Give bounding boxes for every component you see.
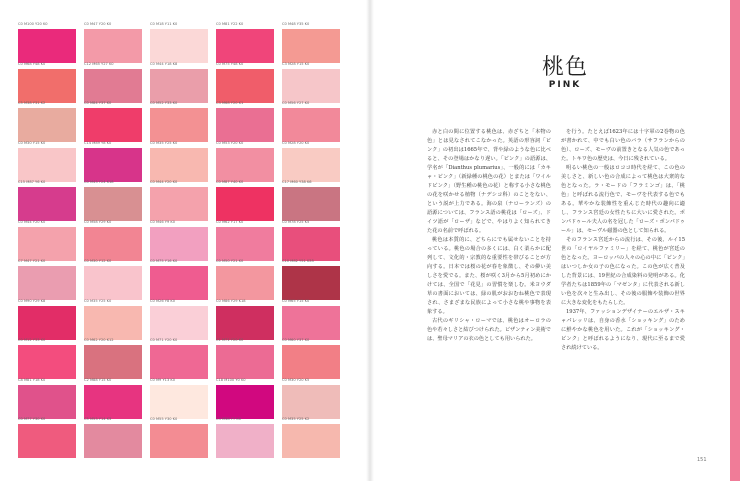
color-swatch <box>84 385 142 419</box>
swatch-row <box>18 259 318 301</box>
color-swatch <box>282 306 340 340</box>
body-text-column-2 <box>561 128 685 458</box>
color-swatch <box>150 266 208 300</box>
color-swatch-item <box>216 22 274 64</box>
color-swatch <box>18 227 76 261</box>
color-swatch <box>18 424 76 458</box>
color-swatch <box>150 148 208 182</box>
color-swatch <box>84 108 142 142</box>
swatch-row <box>18 180 318 222</box>
color-swatch-item <box>150 101 208 143</box>
color-swatch-item <box>282 220 340 262</box>
color-swatch-item <box>150 378 208 420</box>
color-swatch-item <box>216 180 274 222</box>
color-swatch <box>282 227 340 261</box>
swatch-cmyk-label: C10 M82 Y51 K35 <box>282 259 314 263</box>
color-swatch <box>18 266 76 300</box>
color-swatch <box>282 29 340 63</box>
color-swatch <box>282 148 340 182</box>
page-number: 151 <box>697 457 707 463</box>
color-swatch-item <box>216 378 274 420</box>
swatch-cmyk-label: C0 M71 Y20 K0 <box>150 338 178 342</box>
swatch-cmyk-label: C0 M62 Y17 K0 <box>216 219 244 224</box>
swatch-cmyk-label: C0 M65 Y15 K0 <box>282 298 310 303</box>
color-swatch <box>84 187 142 221</box>
edge-color-tab <box>730 0 740 481</box>
color-swatch-item <box>216 299 274 341</box>
color-swatch-item <box>18 417 76 459</box>
color-swatch-item <box>18 180 76 222</box>
color-swatch <box>282 69 340 103</box>
body-paragraph: 赤と白の間に位置する桃色は、赤ざちと「本物の色」とは見なされてこなかった。英語の形容詞「ピンク」の初出は1665年で、背や緑のような色に比べると、その登場はかなり遅い。「ピンク」の語源は、学名が「Dianthus plumarius」、一般的には「カキャ・ピンク」（新緑種の桃色の花）とまたは「ワイルドピンク」（野生種の桃色の花）と称する小さな桃色の花を咲かせる植物（ナデシコ科）のことをない、という説が上力である。海の泉（ナローランズ）の語源については、フランス語の桃花は「ローズ」、ドイツ語が「ローザ」などで、やはりよく知られてきた花の名前で呼ばれる。 <box>427 129 551 234</box>
color-swatch-item <box>282 378 340 420</box>
color-swatch <box>18 148 76 182</box>
swatch-cmyk-label: C3 M68 Y20 K1 <box>216 101 244 105</box>
color-swatch-item <box>282 180 340 222</box>
swatch-cmyk-label: C0 M30 Y20 K5 <box>282 377 310 382</box>
body-paragraph: そのフランス宮廷からの流行は、その後、ルイ15世の「ロイヤルファミリー」を経て、桃色が宮廷の色となった。ヨーロッパの人々の心の中に「ピンク」はいつしか女の子の色になった。この色が広く普及した背景には、19世紀の合成染料の発明がある。化学者たちは1859年の「マゼンタ」に代表される新しい色を次々と生み出し、その後の服飾や装飾の世界に大きな変化をもたらした。 <box>561 237 685 306</box>
color-swatch-item <box>150 417 208 459</box>
body-paragraph: 桃色は本質的に、どちらにでも属せないことを持っている。桃色の場合の多くには、白く柔らかに配列して、文化的・宗教的な重要性を帯びることが方向する。日本では桜の花が春を象徴し、その儚い美しさを愛でる。また、桜が咲く3月から5月初めにかけては、全国で「花見」の習慣を楽しむ。米ヨウダ草の書面においては、緑の肌がおおむね桃色で表現され、さまざまな民族によって小さな桃や事物を表象する。 <box>427 237 551 315</box>
color-swatch <box>216 69 274 103</box>
swatch-cmyk-label: C0 M30 Y12 K0 <box>84 259 112 263</box>
color-swatch <box>282 345 340 379</box>
swatch-cmyk-label: C0 M35 Y25 K2 <box>282 417 310 421</box>
body-text-column-1 <box>427 128 551 458</box>
color-swatch-item <box>150 141 208 183</box>
color-swatch <box>18 29 76 63</box>
swatch-cmyk-label: C5 M53 Y14 K3 <box>84 417 112 421</box>
color-swatch-item <box>18 299 76 341</box>
color-swatch <box>216 108 274 142</box>
color-swatch-item <box>18 62 76 104</box>
swatch-row <box>18 22 318 64</box>
color-swatch-item <box>216 338 274 380</box>
swatch-cmyk-label: C0 M35 Y25 K0 <box>150 140 178 145</box>
color-swatch-item <box>84 180 142 222</box>
color-swatch <box>216 227 274 261</box>
swatch-cmyk-label: C0 M46 Y9 K0 <box>150 219 176 224</box>
swatch-cmyk-label: C8 M81 Y18 K0 <box>18 377 46 382</box>
swatch-cmyk-label: C2 M88 Y15 K0 <box>84 377 112 382</box>
color-swatch-item <box>150 220 208 262</box>
color-swatch-item <box>150 62 208 104</box>
body-paragraph: 1937年、ファッションデザイナーのエルザ・スキャパレッリは、自身の香水「ショッキング」のために鮮やかな桃色を用いた。これが「ショッキング・ピンク」と呼ばれるようになり、現代に至るまで愛され続けている。 <box>561 309 685 351</box>
swatch-cmyk-label: C0 M58 Y29 K0 <box>84 219 112 224</box>
color-swatch-item <box>150 299 208 341</box>
color-swatch-item <box>84 259 142 301</box>
swatch-row <box>18 141 318 183</box>
color-swatch <box>18 306 76 340</box>
swatch-cmyk-label: C0 M43 Y24 K18 <box>84 180 114 184</box>
color-swatch <box>18 69 76 103</box>
color-swatch <box>84 266 142 300</box>
color-swatch <box>84 424 142 458</box>
color-swatch <box>150 187 208 221</box>
color-swatch-item <box>216 141 274 183</box>
color-swatch <box>216 345 274 379</box>
swatch-cmyk-label: C0 M90 Y29 K8 <box>18 298 46 303</box>
color-swatch <box>18 385 76 419</box>
swatch-cmyk-label: C0 M18 Y11 K0 <box>150 22 178 26</box>
swatch-cmyk-label: C0 M47 Y20 K0 <box>84 22 112 26</box>
color-swatch <box>84 306 142 340</box>
swatch-row <box>18 338 318 380</box>
color-swatch-item <box>18 338 76 380</box>
color-swatch-item <box>84 417 142 459</box>
color-swatch <box>18 345 76 379</box>
swatch-cmyk-label: C0 M28 Y20 K0 <box>282 140 310 145</box>
swatch-cmyk-label: C7 M47 Y21 K0 <box>18 259 46 263</box>
color-swatch <box>282 266 340 300</box>
color-swatch-item <box>216 417 274 459</box>
color-swatch-item <box>282 338 340 380</box>
color-swatch-item <box>18 101 76 143</box>
swatch-cmyk-label: C0 M48 Y35 K0 <box>282 22 310 26</box>
color-swatch <box>216 385 274 419</box>
color-swatch-item <box>18 378 76 420</box>
color-swatch <box>150 227 208 261</box>
swatch-cmyk-label: C0 M26 Y8 K0 <box>150 298 176 303</box>
color-swatch-item <box>18 259 76 301</box>
body-paragraph: 古代のギリシャ・ローマでは、桃色はオーロラの色や若々しさと結びつけられた。ビザンティン美術では、聖母マリアの衣の色としても用いられた。 <box>427 318 551 342</box>
body-paragraph: 明るい桃色の一般はロココ時代を経て、この色の美しさと、新しい色の合成によって桃色は大衆的な色となった。ラ・モードの「フラミンゴ」は、「桃色」と呼ばれる流行色で、モーヴを代表する色でもある。華やかな装飾性を重んじた時代の趣向に適し、フランス宮廷の女性たちに大いに愛された。ポンパドゥール夫人の名を冠した「ローズ・ポンパドゥール」は、セーヴル磁器の色として知られる。 <box>561 165 685 234</box>
swatch-cmyk-label: C0 M44 Y18 K8 <box>150 61 178 66</box>
color-swatch <box>216 424 274 458</box>
color-swatch-item <box>84 220 142 262</box>
color-swatch <box>150 385 208 419</box>
swatch-cmyk-label: C14 M89 Y8 K0 <box>84 140 112 145</box>
swatch-cmyk-label: C0 M56 Y27 K0 <box>282 101 310 105</box>
color-swatch-item <box>150 259 208 301</box>
color-swatch-item <box>282 417 340 459</box>
color-swatch <box>84 69 142 103</box>
swatch-cmyk-label: C0 M12 Y33 K0 <box>18 338 46 342</box>
swatch-cmyk-label: C0 M77 Y30 K0 <box>18 417 46 421</box>
swatch-row <box>18 220 318 262</box>
color-swatch-item <box>216 220 274 262</box>
color-swatch <box>84 227 142 261</box>
swatch-cmyk-label: C0 M44 Y20 K0 <box>18 219 46 224</box>
color-swatch-item <box>18 141 76 183</box>
swatch-cmyk-label: C0 M35 Y25 K0 <box>84 298 112 303</box>
swatch-cmyk-label: C0 M55 Y30 K0 <box>150 417 178 421</box>
color-swatch-item <box>84 141 142 183</box>
swatch-cmyk-label: C0 M75 Y16 K0 <box>150 259 178 263</box>
swatch-row <box>18 62 318 104</box>
color-swatch <box>282 424 340 458</box>
swatch-cmyk-label: C0 M78 Y25 K5 <box>282 219 310 224</box>
swatch-cmyk-label: C0 M100 Y20 K0 <box>18 22 48 26</box>
color-swatch-item <box>84 378 142 420</box>
color-swatch <box>216 266 274 300</box>
color-swatch-item <box>84 22 142 64</box>
color-swatch-item <box>282 259 340 301</box>
swatch-cmyk-label: C0 M44 Y20 K0 <box>150 180 178 184</box>
color-swatch <box>150 424 208 458</box>
color-swatch <box>216 148 274 182</box>
swatch-cmyk-label: C5 M38 Y31 K2 <box>18 101 46 105</box>
color-swatch <box>84 148 142 182</box>
color-swatch-item <box>84 101 142 143</box>
swatch-cmyk-label: C0 M30 Y15 K0 <box>18 140 46 145</box>
color-swatch <box>216 29 274 63</box>
color-swatch <box>282 108 340 142</box>
swatch-cmyk-label: C3 M28 Y15 K0 <box>282 61 310 66</box>
swatch-cmyk-label: C18 M100 Y0 K0 <box>216 377 246 382</box>
color-swatch-item <box>282 22 340 64</box>
swatch-cmyk-label: C0 M68 Y48 K0 <box>18 61 46 66</box>
swatch-row <box>18 417 318 459</box>
swatch-cmyk-label: C1 M71 Y20 K0 <box>216 338 244 342</box>
color-swatch-item <box>282 62 340 104</box>
page-subtitle: PINK <box>548 80 582 90</box>
color-swatch <box>150 345 208 379</box>
color-swatch-item <box>216 101 274 143</box>
color-swatch-item <box>150 338 208 380</box>
swatch-cmyk-label: C0 M53 Y20 K0 <box>216 140 244 145</box>
color-swatch-item <box>84 299 142 341</box>
swatch-cmyk-label: C0 M60 Y37 K0 <box>282 338 310 342</box>
swatch-row <box>18 101 318 143</box>
color-swatch-item <box>150 180 208 222</box>
color-swatch-item <box>84 62 142 104</box>
swatch-cmyk-label: C0 M87 Y40 K0 <box>216 180 244 184</box>
swatch-cmyk-label: C12 M65 Y27 K0 <box>84 61 114 66</box>
swatch-cmyk-label: C0 M9 Y13 K0 <box>150 377 176 382</box>
color-swatch <box>84 29 142 63</box>
color-swatch <box>282 187 340 221</box>
color-swatch-item <box>150 22 208 64</box>
swatch-row <box>18 378 318 420</box>
color-swatch-item <box>282 299 340 341</box>
color-swatch-item <box>18 220 76 262</box>
color-swatch-item <box>84 338 142 380</box>
swatch-cmyk-label: C17 M60 Y38 K6 <box>282 180 312 184</box>
color-swatch-item <box>282 101 340 143</box>
color-swatch <box>18 187 76 221</box>
color-swatch <box>282 385 340 419</box>
swatch-cmyk-label: C0 M52 Y33 K0 <box>150 101 178 105</box>
body-paragraph: を行う。たとえば1623年には十字軍の2巻物の色が書かれて、中でも白い色のバラ（サフランからの色）、ローズ、モーヴの前置きとなる人気の色であった。トキワ色の歴史は、今日に残されている。 <box>561 129 685 162</box>
swatch-cmyk-label: C0 M81 Y22 K0 <box>216 22 244 26</box>
color-swatch <box>150 69 208 103</box>
color-swatch <box>150 29 208 63</box>
swatch-cmyk-label: C0 M86 Y29 K18 <box>216 298 246 303</box>
swatch-cmyk-label: C0 M75 Y48 K0 <box>216 61 244 66</box>
swatch-cmyk-label: C0 M84 Y37 K0 <box>84 101 112 105</box>
swatch-cmyk-label: C0 M50 Y21 K0 <box>216 259 244 263</box>
color-swatch <box>150 306 208 340</box>
page-title: 桃色 <box>541 55 588 80</box>
color-swatch-item <box>216 62 274 104</box>
color-swatch <box>18 108 76 142</box>
color-swatch-item <box>18 22 76 64</box>
color-swatch <box>84 345 142 379</box>
swatch-cmyk-label: C3 M38 Y7 K0 <box>216 417 242 421</box>
color-swatch-item <box>216 259 274 301</box>
color-swatch <box>150 108 208 142</box>
swatch-cmyk-label: C0 M62 Y20 K12 <box>84 338 114 342</box>
swatch-cmyk-label: C15 M87 Y6 K0 <box>18 180 46 184</box>
color-swatch <box>216 187 274 221</box>
color-swatch-item <box>282 141 340 183</box>
page-gutter <box>366 0 374 481</box>
swatch-row <box>18 299 318 341</box>
color-swatch <box>216 306 274 340</box>
